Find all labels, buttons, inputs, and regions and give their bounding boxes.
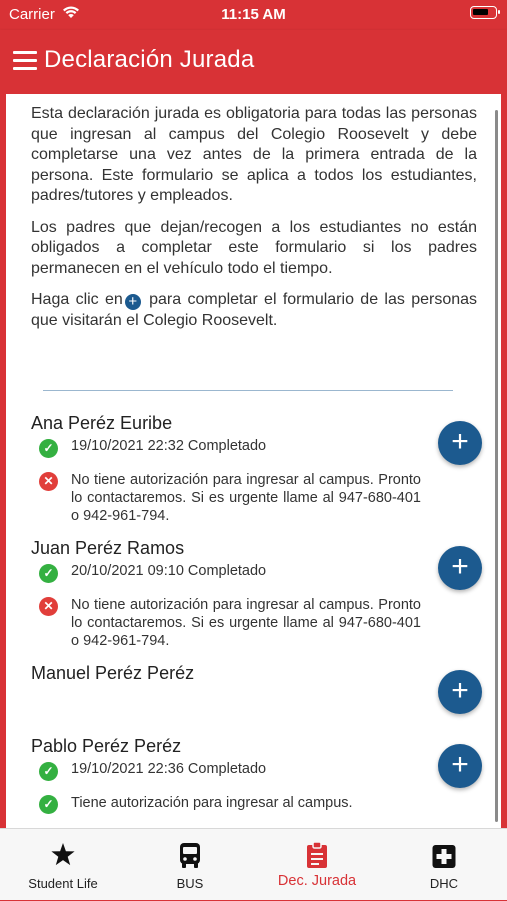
tab-dhc[interactable]	[381, 829, 507, 901]
status-bar	[0, 0, 507, 30]
battery-icon	[470, 6, 497, 19]
add-form-button[interactable]: +	[438, 421, 482, 465]
app-bar	[0, 30, 507, 94]
tab-label: BUS	[176, 876, 204, 891]
intro-paragraph-1: Esta declaración jurada es obligatoria para todas las personas que ingresan al campus del Colegio Roosevelt y debe completarse una vez antes de la primera entrada de la persona. Este formulario se aplica a todos los estudiantes, padres/tutores y empleados.	[31, 105, 477, 204]
check-circle-icon: ✓	[39, 795, 58, 814]
submission-date: 20/10/2021 09:10 Completado	[71, 563, 267, 579]
bus-icon	[179, 843, 201, 873]
submission-date: 19/10/2021 22:32 Completado	[71, 438, 267, 454]
medical-cross-icon	[433, 845, 456, 873]
person-name: Manuel Peréz Peréz	[31, 663, 195, 683]
intro-paragraph-2: Los padres que dejan/recogen a los estudiantes no están obligados a completar este formulario si los padres permanecen en el vehículo todo el tiempo.	[31, 218, 477, 277]
scrollbar[interactable]	[495, 110, 498, 822]
person-name: Juan Peréz Ramos	[31, 538, 185, 558]
main-content	[0, 94, 507, 828]
submission-date: 19/10/2021 22:36 Completado	[71, 761, 267, 777]
tab-label: Dec. Jurada	[277, 873, 357, 889]
tab-label: DHC	[429, 876, 459, 891]
error-circle-icon: ✕	[39, 472, 58, 491]
authorization-message: No tiene autorización para ingresar al campus. Pronto lo contactaremos. Si es urgente llame al 947-680-401 o 942-961-794.	[71, 472, 421, 524]
hamburger-menu-icon[interactable]	[13, 51, 37, 71]
tab-label: Student Life	[28, 876, 98, 891]
intro-p3-before: Haga clic en	[31, 291, 123, 308]
person-name: Pablo Peréz Peréz	[31, 736, 182, 756]
check-circle-icon: ✓	[39, 762, 58, 781]
add-form-button[interactable]: +	[438, 670, 482, 714]
add-form-button[interactable]: +	[438, 744, 482, 788]
divider	[43, 390, 453, 391]
intro-text	[31, 104, 477, 342]
intro-paragraph-3	[31, 290, 477, 331]
clock: 11:15 AM	[221, 6, 286, 23]
tab-dec-jurada[interactable]	[254, 829, 380, 901]
authorization-message: Tiene autorización para ingresar al campus.	[71, 795, 353, 811]
intro-p3-after: para completar el formulario de las personas que visitarán el Colegio Roosevelt.	[31, 291, 478, 329]
tab-student-life[interactable]	[0, 829, 126, 901]
star-icon	[51, 843, 75, 871]
clipboard-icon	[306, 842, 328, 873]
add-form-button[interactable]: +	[438, 546, 482, 590]
check-circle-icon: ✓	[39, 439, 58, 458]
authorization-message: No tiene autorización para ingresar al campus. Pronto lo contactaremos. Si es urgente llame al 947-680-401 o 942-961-794.	[71, 597, 421, 649]
tab-bus[interactable]	[127, 829, 253, 901]
bottom-tab-bar	[0, 828, 507, 900]
check-circle-icon: ✓	[39, 564, 58, 583]
content-sheet	[6, 94, 501, 828]
add-inline-icon: +	[125, 294, 141, 310]
person-name: Ana Peréz Euribe	[31, 413, 173, 433]
page-title: Declaración Jurada	[44, 46, 255, 73]
carrier-label: Carrier	[9, 6, 55, 23]
error-circle-icon: ✕	[39, 597, 58, 616]
